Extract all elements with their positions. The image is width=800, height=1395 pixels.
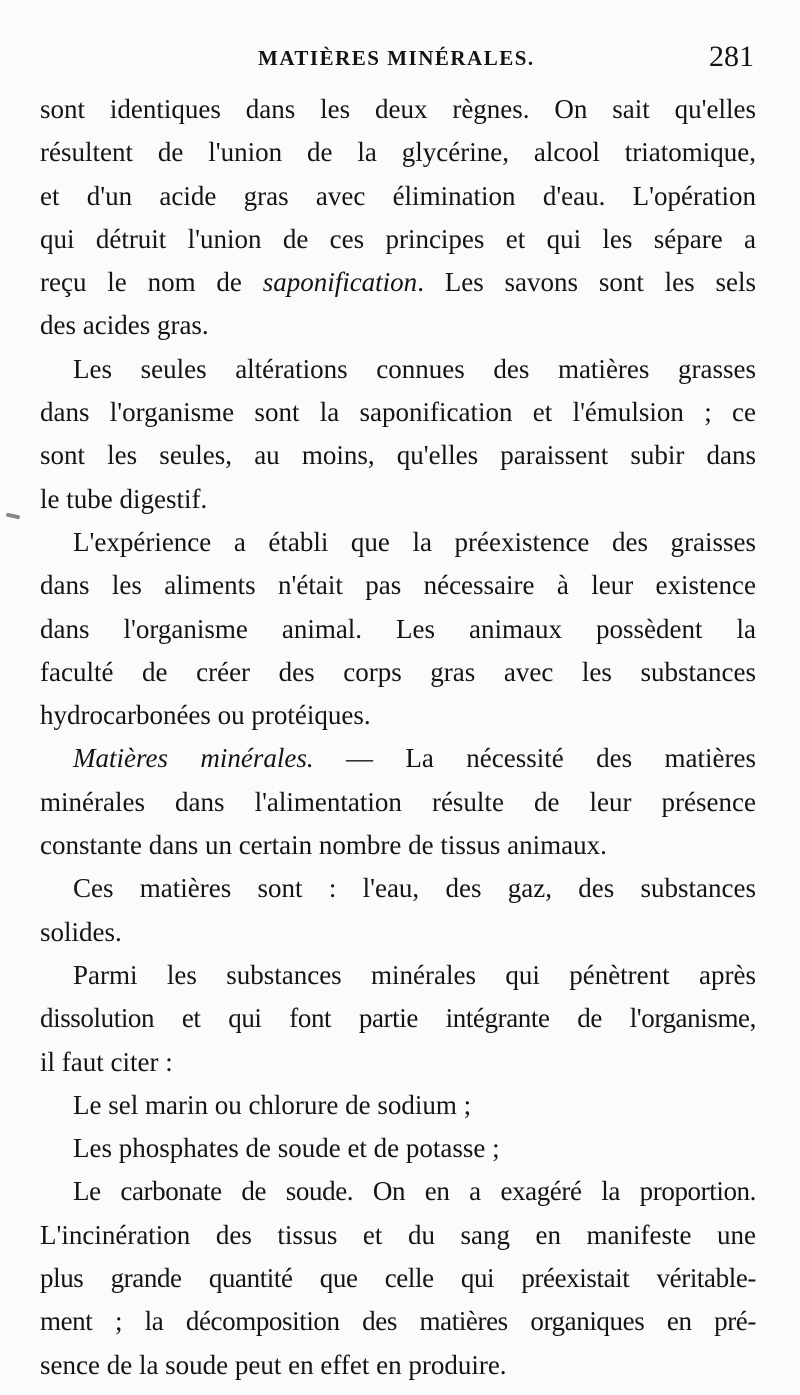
text-line <box>40 261 756 304</box>
text-line: le tube digestif. <box>40 483 208 514</box>
paragraph-matter-types <box>40 867 756 954</box>
text-line: dans l'organisme sont la saponification et l'émulsion ; ce <box>40 397 756 428</box>
text-line: Le sel marin ou chlorure de sodium ; <box>73 1089 472 1120</box>
text-line: hydrocarbonées ou protéiques. <box>40 700 371 731</box>
text-line: résultent de l'union de la glycérine, alcool triatomique, <box>40 137 756 168</box>
text-run: — La nécessité des matières <box>313 743 756 774</box>
text-line: dans les aliments n'était pas nécessaire à leur existence <box>40 570 756 601</box>
text-line <box>40 737 756 780</box>
running-title: MATIÈRES MINÉRALES. <box>258 46 535 70</box>
text-line: dissolution et qui font partie intégrante de l'organisme, <box>40 1003 756 1034</box>
text-line: sont les seules, au moins, qu'elles paraissent subir dans <box>40 440 756 471</box>
paragraph-mineral-matter <box>40 737 756 867</box>
paragraph-saponification <box>40 88 756 348</box>
paragraph-alterations <box>40 348 756 521</box>
page-number: 281 <box>709 40 754 73</box>
text-line: minérales dans l'alimentation résulte de leur présence <box>40 786 756 817</box>
text-line: des acides gras. <box>40 310 209 341</box>
text-line: sence de la soude peut en effet en produire. <box>40 1349 507 1380</box>
text-line: dans l'organisme animal. Les animaux possèdent la <box>40 613 756 644</box>
text-line: Les phosphates de soude et de potasse ; <box>73 1133 500 1164</box>
text-run: reçu le nom de <box>40 267 263 298</box>
text-line: Parmi les substances minérales qui pénètrent après <box>73 959 756 990</box>
text-line: solides. <box>40 916 122 947</box>
italic-term: saponification <box>262 267 418 298</box>
text-line: et d'un acide gras avec élimination d'eau. L'opération <box>40 180 756 211</box>
text-line: plus grande quantité que celle qui préexistait véritable- <box>40 1263 756 1294</box>
list-item-sea-salt <box>40 1084 756 1127</box>
list-item-phosphates <box>40 1127 756 1170</box>
paragraph-substances <box>40 954 756 1084</box>
section-heading: Matières minérales. <box>73 743 314 774</box>
text-line: faculté de créer des corps gras avec les substances <box>40 656 756 687</box>
text-line: il faut citer : <box>40 1046 173 1077</box>
text-line: L'expérience a établi que la préexistence des graisses <box>73 526 756 557</box>
text-line: sont identiques dans les deux règnes. On sait qu'elles <box>40 94 756 124</box>
text-line: Les seules altérations connues des matières grasses <box>73 353 756 384</box>
margin-mark <box>6 513 21 520</box>
running-head <box>0 40 800 80</box>
text-line: Le carbonate de soude. On en a exagéré la proportion. <box>73 1176 756 1207</box>
text-run: . Les savons sont les sels <box>417 267 756 298</box>
text-line: L'incinération des tissus et du sang en manifeste une <box>40 1219 756 1250</box>
text-line: Ces matières sont : l'eau, des gaz, des substances <box>73 873 756 904</box>
body-text <box>40 88 756 1387</box>
text-line: constante dans un certain nombre de tissus animaux. <box>40 830 607 861</box>
paragraph-experience <box>40 521 756 737</box>
text-line: ment ; la décomposition des matières organiques en pré- <box>40 1306 756 1337</box>
text-line: qui détruit l'union de ces principes et qui les sépare a <box>40 223 756 254</box>
list-item-carbonate <box>40 1170 756 1386</box>
